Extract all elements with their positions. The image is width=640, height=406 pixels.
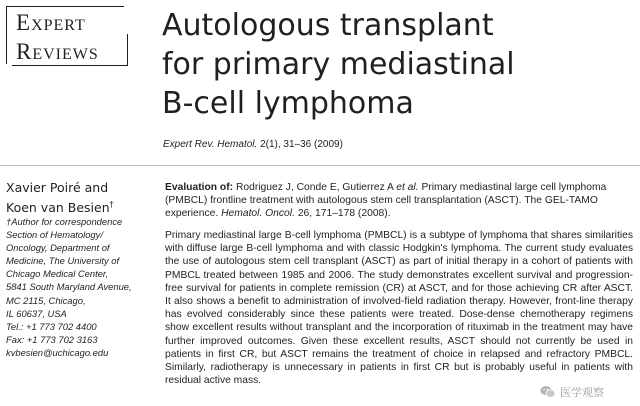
- author-line-2: [6, 196, 154, 216]
- logo-line-reviews: [16, 39, 99, 65]
- affiliation-line: Oncology, Department of: [6, 242, 110, 254]
- citation-details: 2(1), 31–36 (2009): [260, 139, 343, 150]
- author-affiliation: [6, 215, 156, 359]
- evaluation-label: Evaluation of:: [165, 182, 234, 193]
- logo-line-expert-rest: XPERT: [31, 17, 86, 34]
- journal-logo: [6, 4, 128, 68]
- evaluation-journal: Hematol. Oncol.: [221, 208, 295, 220]
- affiliation-phone: Tel.: +1 773 702 4400: [6, 320, 97, 332]
- evaluation-reference: [165, 181, 633, 221]
- author-names: [6, 179, 154, 216]
- evaluation-authors: Rodriguez J, Conde E, Gutierrez A: [235, 182, 394, 193]
- author-name-2: Koen van Besien: [6, 200, 110, 216]
- affiliation-line: Chicago Medical Center,: [6, 268, 109, 280]
- affiliation-line: MC 2115, Chicago,: [6, 294, 86, 306]
- watermark: [540, 381, 636, 403]
- logo-rule-bottom: [12, 65, 128, 66]
- affiliation-line: †Author for correspondence: [6, 216, 123, 227]
- logo-line-expert: [16, 10, 86, 36]
- affiliation-email[interactable]: kvbesien@uchicago.edu: [6, 346, 109, 358]
- logo-rule-top: [6, 6, 124, 7]
- title-line-2: for primary mediastinal: [162, 47, 515, 82]
- logo-rule-left: [6, 6, 7, 64]
- evaluation-et-al: et al.: [396, 182, 419, 193]
- title-line-3: B-cell lymphoma: [162, 86, 414, 121]
- affiliation-line: Section of Hematology/: [6, 229, 103, 241]
- title-line-1: Autologous transplant: [162, 8, 494, 43]
- abstract-body: Primary mediastinal large B-cell lymphoma (PMBCL) is a subtype of lymphoma that shares similarities with diffuse large B-cell lymphoma and with classic Hodgkin's lymphoma. The current study evaluates the use of autologous stem cell transplant (ASCT) as part of initial therapy in a cohort of patients with PMBCL treated between 1985 and 2006. The study demonstrates excellent survival and progression-free survival for patients in complete remission (CR) at ASCT, and for those achieving CR after ASCT. It also shows a benefit to administration of involved-field radiation therapy. However, front-line therapy has evolved considerably since these patients were treated. Dose-dense chemotherapy regimens show excellent results without transplant and the incorporation of rituximab in the treatment may have further improved outcomes. Given these excellent results, ASCT should not currently be used in patients in first CR, but ASCT remains the treatment of choice in relapsed and refractory PMBCL. Similarly, radiotherapy is unnecessary in patients in first CR but is probably useful in patients with residual active mass.: [165, 230, 633, 387]
- logo-line-reviews-cap: R: [16, 39, 33, 64]
- citation: [163, 139, 343, 150]
- affiliation-fax: Fax: +1 773 702 3163: [6, 333, 98, 345]
- author-line-1: Xavier Poiré and: [6, 180, 109, 195]
- header-divider: [0, 165, 640, 166]
- logo-line-expert-cap: E: [16, 10, 32, 35]
- author-dagger: †: [109, 200, 114, 209]
- affiliation-line: Medicine, The University of: [6, 255, 120, 267]
- affiliation-line: 5841 South Maryland Avenue,: [6, 281, 132, 293]
- watermark-label: 医学观察: [560, 387, 604, 399]
- article-title: [162, 6, 632, 123]
- evaluation-text: Primary mediastinal large cell lymphoma (PMBCL) frontline treatment with autologous stem cell transplantation (ASCT). The GEL-TAMO experience.: [165, 182, 607, 220]
- logo-line-reviews-rest: EVIEWS: [32, 46, 99, 63]
- citation-journal: Expert Rev. Hematol.: [163, 139, 258, 150]
- affiliation-line: IL 60637, USA: [6, 307, 67, 319]
- logo-rule-right: [127, 34, 128, 66]
- wechat-icon: [540, 385, 556, 399]
- evaluation-details: 26, 171–178 (2008).: [297, 208, 391, 220]
